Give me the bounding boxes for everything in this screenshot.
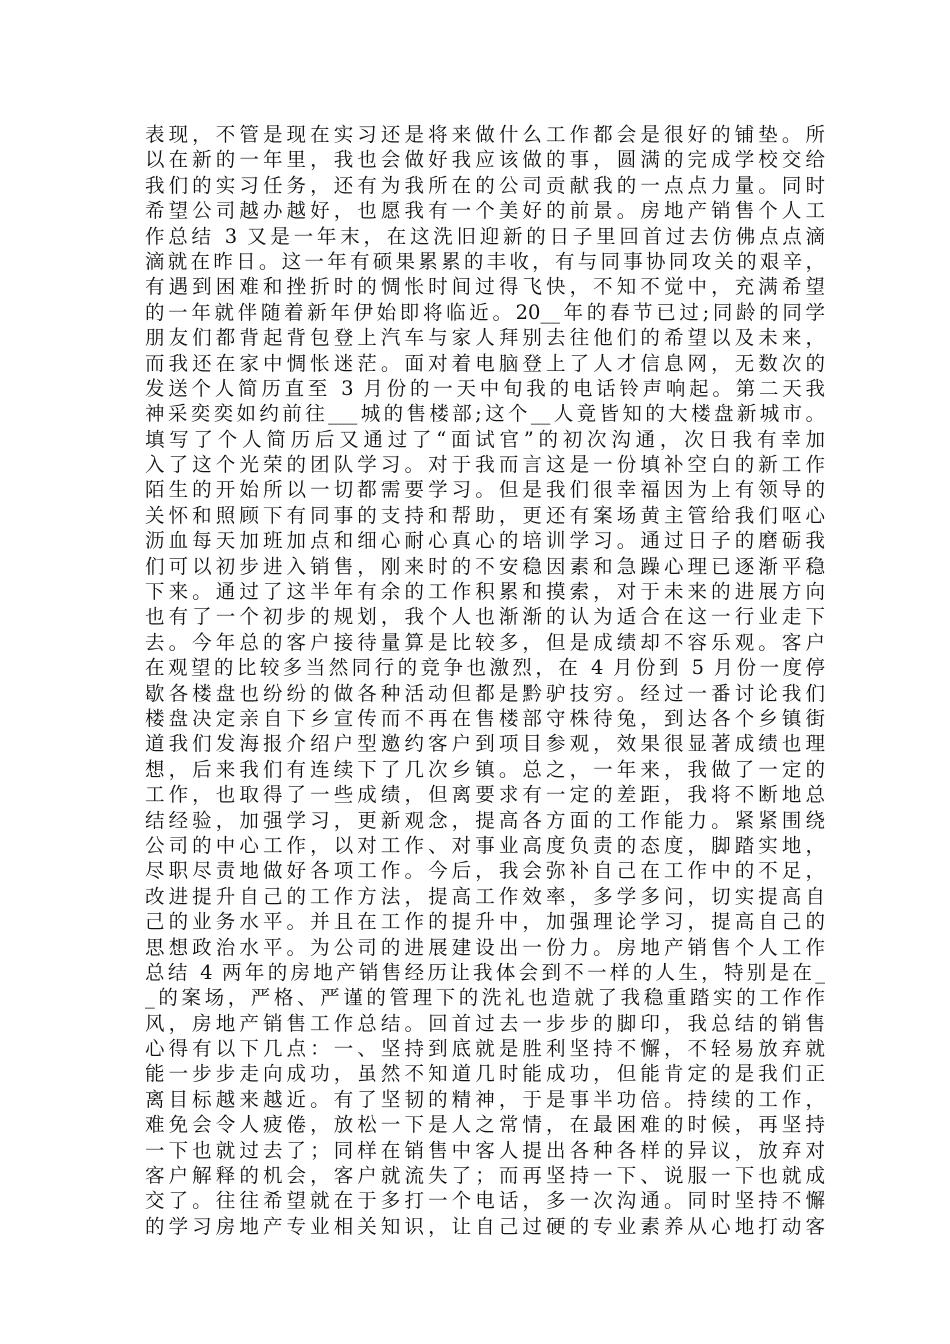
text-line: 楼盘决定亲自下乡宣传而不再在售楼部守株待兔，到达各个乡镇街 <box>145 706 825 730</box>
text-line: 离目标越来越近。有了坚韧的精神，于是事半功倍。持续的工作， <box>145 1087 825 1111</box>
text-line: 神采奕奕如约前往___城的售楼部;这个__人竟皆知的大楼盘新城市。 <box>145 402 825 426</box>
text-line: 想，后来我们有连续下了几次乡镇。总之，一年来，我做了一定的 <box>145 757 825 781</box>
text-line: 风，房地产销售工作总结。回首过去一步步的脚印，我总结的销售 <box>145 1011 825 1035</box>
text-line: 思想政治水平。为公司的进展建设出一份力。房地产销售个人工作 <box>145 935 825 959</box>
text-line: 发送个人简历直至 3 月份的一天中旬我的电话铃声响起。第二天我 <box>145 376 825 400</box>
text-line: 的学习房地产专业相关知识，让自己过硬的专业素养从心地打动客 <box>145 1214 825 1238</box>
text-line: 也有了一个初步的规划，我个人也渐渐的认为适合在这一行业走下 <box>145 605 825 629</box>
text-line: 能一步步走向成功，虽然不知道几时能成功，但能肯定的是我们正 <box>145 1062 825 1086</box>
text-line: 在观望的比较多当然同行的竞争也激烈，在 4 月份到 5 月份一度停 <box>145 656 825 680</box>
text-line: 公司的中心工作，以对工作、对事业高度负责的态度，脚踏实地， <box>145 833 825 857</box>
text-line: 陌生的开始所以一切都需要学习。但是我们很幸福因为上有领导的 <box>145 478 825 502</box>
text-line: 关怀和照顾下有同事的支持和帮助，更还有案场黄主管给我们呕心 <box>145 503 825 527</box>
text-line: 心得有以下几点：一、坚持到底就是胜利坚持不懈，不轻易放弃就 <box>145 1037 825 1061</box>
text-line: 我们的实习任务，还有为我所在的公司贡献我的一点点力量。同时 <box>145 173 825 197</box>
text-line: 己的业务水平。并且在工作的提升中，加强理论学习，提高自己的 <box>145 910 825 934</box>
text-line: 而我还在家中惆怅迷茫。面对着电脑登上了人才信息网，无数次的 <box>145 351 825 375</box>
text-line: 歇各楼盘也纷纷的做各种活动但都是黔驴技穷。经过一番讨论我们 <box>145 681 825 705</box>
text-line: 朋友们都背起背包登上汽车与家人拜别去往他们的希望以及未来， <box>145 326 825 350</box>
text-line: 滴就在昨日。这一年有硕果累累的丰收，有与同事协同攻关的艰辛， <box>145 249 825 273</box>
text-line: 尽职尽责地做好各项工作。今后，我会弥补自己在工作中的不足， <box>145 859 825 883</box>
text-line: 工作，也取得了一些成绩，但离要求有一定的差距，我将不断地总 <box>145 783 825 807</box>
text-line: 交了。往往希望就在于多打一个电话，多一次沟通。同时坚持不懈 <box>145 1189 825 1213</box>
text-line: 一下也就过去了；同样在销售中客人提出各种各样的异议，放弃对 <box>145 1138 825 1162</box>
text-line: 道我们发海报介绍户型邀约客户到项目参观，效果很显著成绩也理 <box>145 732 825 756</box>
text-line: 的一年就伴随着新年伊始即将临近。20__年的春节已过;同龄的同学 <box>145 300 825 324</box>
text-line: 总结 4 两年的房地产销售经历让我体会到不一样的人生，特别是在_ <box>145 960 825 984</box>
text-line: 入了这个光荣的团队学习。对于我而言这是一份填补空白的新工作 <box>145 453 825 477</box>
text-line: 客户解释的机会，客户就流失了；而再坚持一下、说服一下也就成 <box>145 1164 825 1188</box>
text-line: 希望公司越办越好，也愿我有一个美好的前景。房地产销售个人工 <box>145 199 825 223</box>
text-line: 作总结 3 又是一年末，在这洗旧迎新的日子里回首过去仿佛点点滴 <box>145 224 825 248</box>
text-line: 改进提升自己的工作方法，提高工作效率，多学多问，切实提高自 <box>145 884 825 908</box>
text-line: 结经验，加强学习，更新观念，提高各方面的工作能力。紧紧围绕 <box>145 808 825 832</box>
text-line: 表现，不管是现在实习还是将来做什么工作都会是很好的铺垫。所 <box>145 123 825 146</box>
text-line: 下来。通过了这半年有余的工作积累和摸索，对于未来的进展方向 <box>145 580 825 604</box>
text-line: 难免会令人疲倦，放松一下是人之常情，在最困难的时候，再坚持 <box>145 1113 825 1137</box>
text-line: _的案场，严格、严谨的管理下的洗礼也造就了我稳重踏实的工作作 <box>145 986 825 1010</box>
text-line: 有遇到困难和挫折时的惆怅时间过得飞快，不知不觉中，充满希望 <box>145 275 825 299</box>
text-line: 以在新的一年里，我也会做好我应该做的事，圆满的完成学校交给 <box>145 148 825 172</box>
text-line: 填写了个人简历后又通过了“面试官”的初次沟通，次日我有幸加 <box>145 427 825 451</box>
body-text <box>145 122 825 1239</box>
text-line: 去。今年总的客户接待量算是比较多，但是成绩却不容乐观。客户 <box>145 630 825 654</box>
text-line: 沥血每天加班加点和细心耐心真心的培训学习。通过日子的磨砺我 <box>145 529 825 553</box>
text-line: 们可以初步进入销售，刚来时的不安稳因素和急躁心理已逐渐平稳 <box>145 554 825 578</box>
